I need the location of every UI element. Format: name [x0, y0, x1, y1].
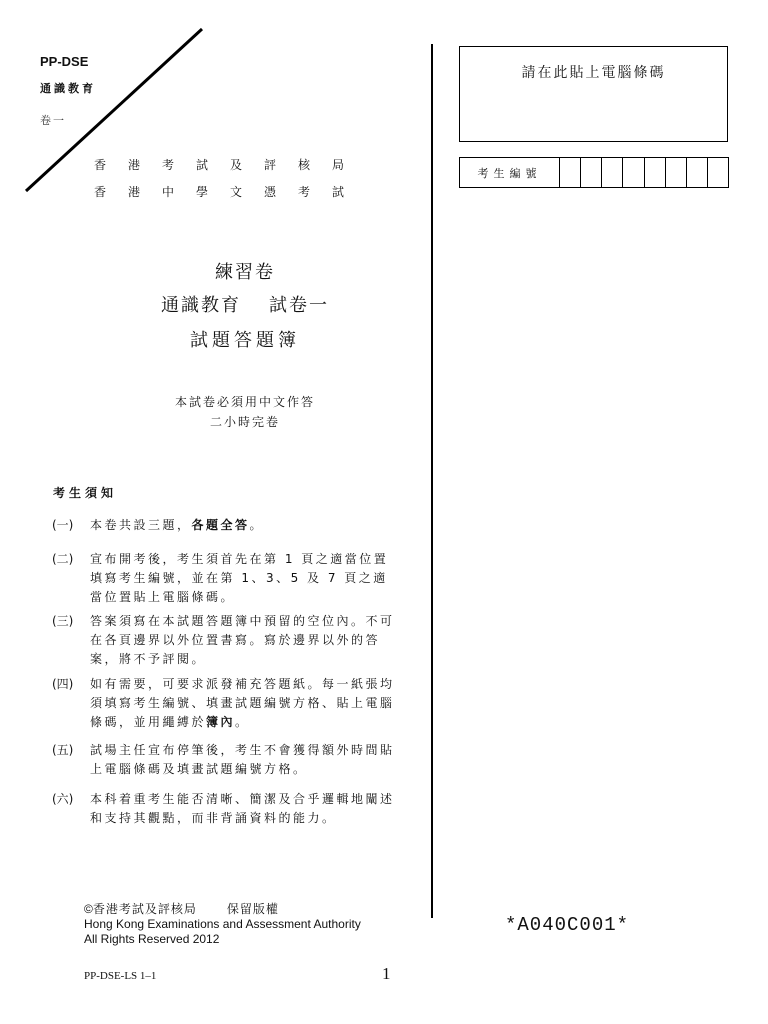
instruction-item: [52, 612, 402, 669]
instruction-emphasis: 各題全答: [191, 518, 250, 532]
instruction-emphasis: 簿內: [206, 715, 236, 729]
org-name-hkdse: 香港中學文憑考試: [93, 185, 366, 199]
instruction-text: 答案須寫在本試題答題簿中預留的空位內。不可在各頁邊界以外位置書寫。寫於邊界以外的答案，將不予評閱。: [90, 614, 395, 666]
language-note: 本試卷必須用中文作答: [174, 395, 315, 409]
title-paper: 試卷一: [269, 295, 329, 316]
qa-book-title: 試題答題簿: [190, 330, 300, 351]
candidate-number-row: [459, 157, 729, 188]
instruction-number: (五): [52, 743, 74, 757]
instruction-text: 試場主任宣布停筆後，考生不會獲得額外時間貼上電腦條碼及填畫試題編號方格。: [90, 743, 395, 776]
candidate-number-cell[interactable]: [581, 158, 602, 187]
practice-paper-title: 練習卷: [215, 262, 275, 283]
page-number: 1: [382, 964, 391, 983]
instruction-item: [52, 790, 402, 828]
instructions-heading: 考生須知: [53, 486, 118, 500]
org-name-hkeaa: 香港考試及評核局: [93, 158, 366, 172]
copyright-notice: [84, 902, 361, 947]
footer-code: PP-DSE-LS 1–1: [84, 970, 157, 982]
instruction-item: [52, 516, 402, 535]
paper-label: 卷一: [40, 114, 66, 127]
instruction-item: [52, 741, 402, 779]
candidate-number-cell[interactable]: [708, 158, 728, 187]
page-divider: [431, 44, 433, 918]
instruction-text: 宣布開考後，考生須首先在第 1 頁之適當位置填寫考生編號，並在第 1、3、5 及 7 頁之適當位置貼上電腦條碼。: [90, 552, 389, 604]
candidate-number-cell[interactable]: [666, 158, 687, 187]
candidate-number-cell[interactable]: [602, 158, 623, 187]
instruction-number: (六): [52, 792, 74, 806]
candidate-number-cell[interactable]: [623, 158, 644, 187]
instruction-text: 如有需要，可要求派發補充答題紙。每一紙張均須填寫考生編號、填畫試題編號方格、貼上電腦條碼，並用繩縛於: [90, 677, 395, 729]
duration-note: 二小時完卷: [209, 415, 280, 429]
instruction-number: (三): [52, 614, 74, 628]
barcode-sticker-label: 請在此貼上電腦條碼: [521, 65, 666, 81]
subject-label: 通識教育: [40, 82, 96, 95]
subject-paper-title: [40, 291, 450, 317]
instruction-text-end: 。: [235, 715, 250, 729]
barcode-sticker-area[interactable]: [459, 46, 728, 142]
instruction-number: (二): [52, 552, 74, 566]
instruction-text: 本卷共設三題，: [90, 518, 192, 532]
candidate-number-label: 考生編號: [460, 158, 560, 187]
copyright-icon: ©: [84, 902, 93, 916]
instruction-item: [52, 675, 402, 732]
copyright-rights-en: All Rights Reserved 2012: [84, 932, 220, 946]
instruction-number: (四): [52, 677, 74, 691]
copyright-org-en: Hong Kong Examinations and Assessment Authority: [84, 917, 361, 931]
candidate-number-cells: [560, 158, 728, 187]
barcode-text: *A040C001*: [505, 914, 630, 936]
title-subject: 通識教育: [161, 295, 241, 316]
instruction-number: (一): [52, 518, 74, 532]
instruction-item: [52, 550, 402, 607]
copyright-rights-cn: 保留版權: [226, 902, 279, 916]
candidate-number-cell[interactable]: [560, 158, 581, 187]
candidate-number-cell[interactable]: [645, 158, 666, 187]
candidate-number-cell[interactable]: [687, 158, 708, 187]
copyright-org-cn: 香港考試及評核局: [92, 902, 197, 916]
exam-code: PP-DSE: [40, 54, 89, 69]
instruction-text-end: 。: [249, 518, 265, 532]
instruction-text: 本科着重考生能否清晰、簡潔及合乎邏輯地闡述和支持其觀點，而非背誦資料的能力。: [90, 792, 395, 825]
